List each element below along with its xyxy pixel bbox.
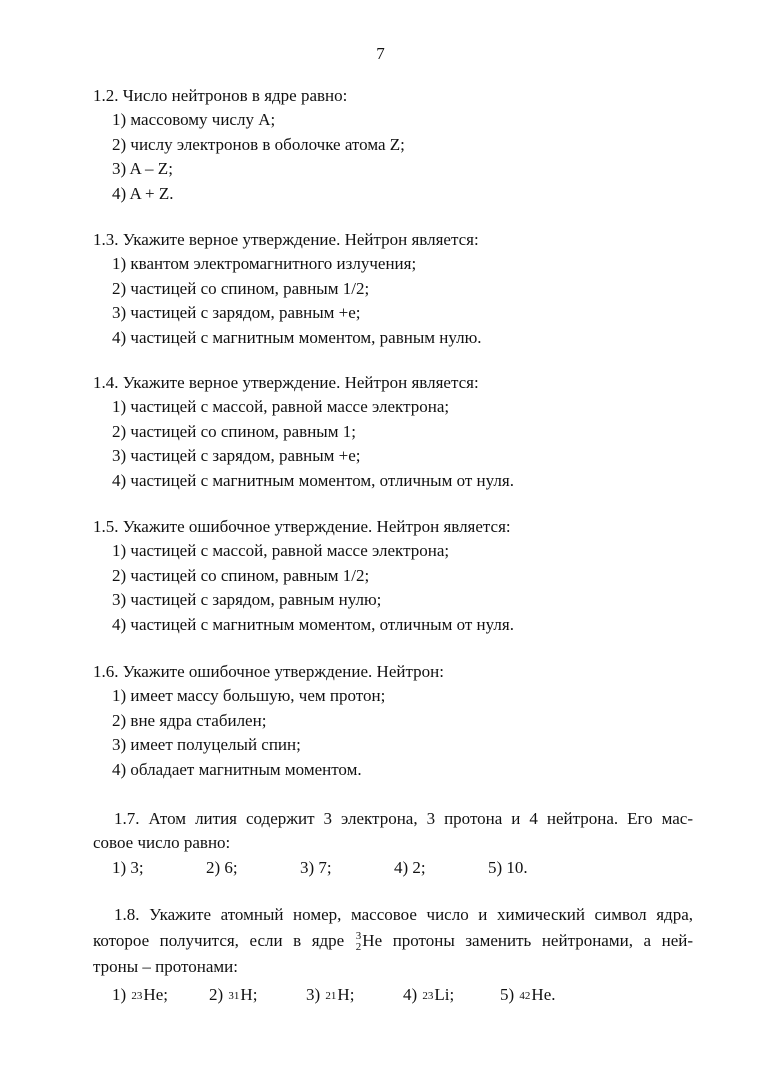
answer: 3) 7; (300, 858, 332, 877)
option: 1) массовому числу A; (112, 110, 276, 129)
answer: 5) 10. (488, 858, 528, 877)
question-1-2 (93, 84, 693, 206)
question-title: Укажите верное утверждение. Нейтрон является: (122, 373, 479, 392)
answer: 3) 21H; (306, 985, 355, 1004)
question-text-line: троны – протонами: (93, 957, 238, 976)
question-number: 1.2. (93, 86, 119, 105)
answer: 2) 6; (206, 858, 238, 877)
answer: 1) 3; (112, 858, 144, 877)
question-title: Укажите ошибочное утверждение. Нейтрон является: (122, 517, 511, 536)
question-1-3 (93, 228, 693, 350)
question-title: Число нейтронов в ядре равно: (122, 86, 348, 105)
question-title: Укажите верное утверждение. Нейтрон является: (122, 230, 479, 249)
option: 2) числу электронов в оболочке атома Z; (112, 134, 405, 154)
option: 2) вне ядра стабилен; (112, 710, 267, 730)
page-number: 7 (376, 44, 385, 63)
answer-row (93, 855, 693, 881)
option: 2) частицей со спином, равным 1/2; (112, 278, 370, 298)
option: 2) частицей со спином, равным 1; (112, 421, 356, 441)
option: 4) частицей с магнитным моментом, отличным от нуля. (112, 614, 514, 634)
question-text-line: которое получится, если в ядре 3 2 He протоны заменить нейтронами, а ней- (93, 930, 694, 954)
question-text-line: 1.8. Укажите атомный номер, массовое число и химический символ ядра, (114, 905, 693, 924)
option: 4) A + Z. (112, 183, 174, 203)
question-number: 1.6. (93, 662, 119, 681)
option: 1) квантом электромагнитного излучения; (112, 254, 417, 273)
answer: 4) 2; (394, 858, 426, 877)
question-1-8 (93, 903, 693, 1011)
question-number: 1.4. (93, 373, 119, 392)
answer-row (93, 979, 693, 1011)
option: 1) частицей с массой, равной массе электрона; (112, 541, 450, 560)
answer: 4) 23Li; (403, 985, 455, 1004)
nuclide-notation: 3 2 (355, 930, 362, 954)
option: 3) частицей с зарядом, равным +e; (112, 446, 361, 465)
answer: 1) 23He; (112, 985, 168, 1004)
option: 3) частицей с зарядом, равным +e; (112, 303, 361, 322)
question-1-4 (93, 371, 693, 493)
option: 3) частицей с зарядом, равным нулю; (112, 590, 382, 609)
answer: 5) 42He. (500, 985, 556, 1004)
question-1-5 (93, 515, 693, 637)
option: 2) частицей со спином, равным 1/2; (112, 565, 370, 585)
question-1-6 (93, 660, 693, 782)
option: 4) частицей с магнитным моментом, равным нулю. (112, 327, 482, 347)
question-text-line: 1.7. Атом лития содержит 3 электрона, 3 протона и 4 нейтрона. Его мас- (114, 809, 693, 828)
question-text-line: совое число равно: (93, 833, 231, 852)
answer: 2) 31H; (209, 985, 258, 1004)
question-number: 1.3. (93, 230, 119, 249)
option: 3) имеет полуцелый спин; (112, 735, 301, 754)
option: 1) имеет массу большую, чем протон; (112, 686, 386, 705)
option: 1) частицей с массой, равной массе электрона; (112, 397, 450, 416)
option: 3) A – Z; (112, 159, 173, 178)
question-1-7 (93, 807, 693, 881)
option: 4) частицей с магнитным моментом, отличным от нуля. (112, 470, 514, 490)
question-title: Укажите ошибочное утверждение. Нейтрон: (122, 662, 444, 681)
question-number: 1.5. (93, 517, 119, 536)
option: 4) обладает магнитным моментом. (112, 759, 362, 779)
